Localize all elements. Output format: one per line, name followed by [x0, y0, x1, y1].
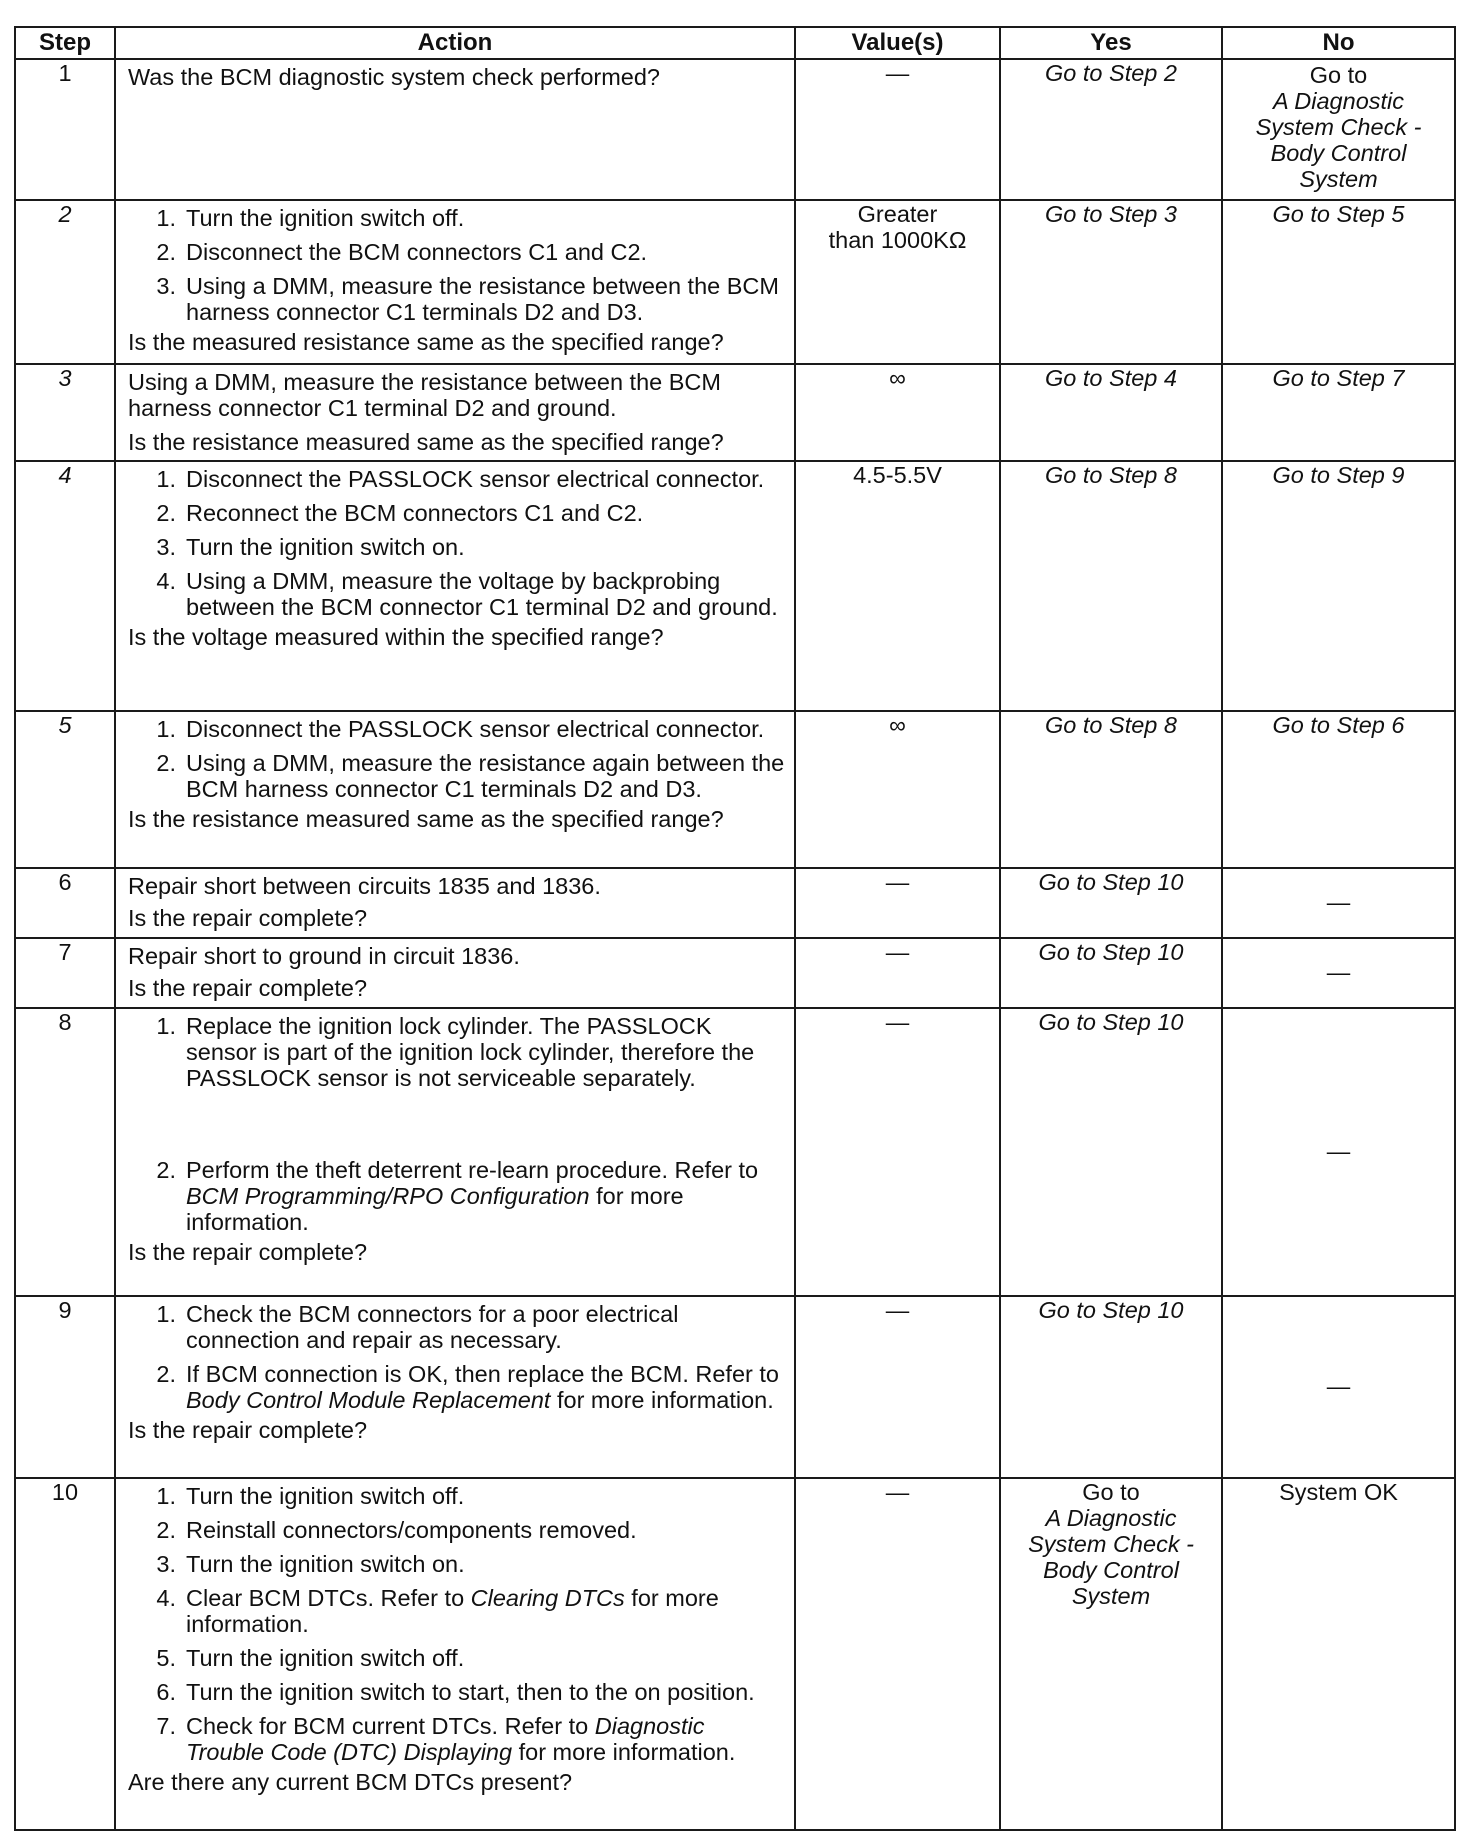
- value-cell: —: [795, 1008, 1000, 1296]
- table-row: [15, 1296, 1455, 1478]
- yes-cell: Go to Step 4: [1000, 364, 1222, 461]
- no-line: Body Control: [1270, 140, 1407, 166]
- step-number: 5: [15, 711, 115, 868]
- action-question: Is the repair complete?: [128, 1417, 368, 1443]
- value-cell: —: [795, 1296, 1000, 1478]
- value-cell: [795, 200, 1000, 364]
- action-question: Is the resistance measured same as the specified range?: [128, 429, 724, 455]
- table-row: [15, 461, 1455, 711]
- no-cell: Go to Step 6: [1222, 711, 1455, 868]
- value-line: Greater: [857, 201, 938, 227]
- action-step: 2. Reinstall connectors/components removed.: [156, 1517, 637, 1543]
- action-cell: [115, 200, 795, 364]
- yes-cell: Go to Step 10: [1000, 1008, 1222, 1296]
- step-number: 1: [15, 59, 115, 200]
- table-row: [15, 364, 1455, 461]
- yes-cell: Go to Step 8: [1000, 711, 1222, 868]
- action-step: 2. Perform the theft deterrent re-learn procedure. Refer to BCM Programming/RPO Configuration for more information.: [156, 1157, 759, 1235]
- no-cell: Go to Step 7: [1222, 364, 1455, 461]
- action-step: 1. Check the BCM connectors for a poor electrical connection and repair as necessary.: [156, 1301, 679, 1353]
- action-step: 1. Disconnect the PASSLOCK sensor electrical connector.: [156, 466, 765, 492]
- yes-line: Go to: [1082, 1479, 1140, 1505]
- value-cell: —: [795, 59, 1000, 200]
- yes-cell: Go to Step 10: [1000, 938, 1222, 1008]
- header-action: Action: [115, 27, 795, 59]
- value-cell: —: [795, 1478, 1000, 1830]
- step-number: 10: [15, 1478, 115, 1830]
- no-line: A Diagnostic: [1272, 88, 1405, 114]
- yes-line: System Check -: [1028, 1531, 1194, 1557]
- action-question: Are there any current BCM DTCs present?: [128, 1769, 573, 1795]
- yes-cell: [1000, 1478, 1222, 1830]
- action-step: 7. Check for BCM current DTCs. Refer to Diagnostic Trouble Code (DTC) Displaying for more information.: [156, 1713, 736, 1765]
- table-row: [15, 59, 1455, 200]
- value-cell: ∞: [795, 364, 1000, 461]
- action-step: 2. Using a DMM, measure the resistance again between the BCM harness connector C1 terminals D2 and D3.: [156, 750, 785, 802]
- action-cell: [115, 711, 795, 868]
- action-cell: [115, 1296, 795, 1478]
- no-cell: —: [1222, 938, 1455, 1008]
- no-cell: —: [1222, 868, 1455, 938]
- action-cell: [115, 1478, 795, 1830]
- table-row: [15, 1478, 1455, 1830]
- header-step: Step: [15, 27, 115, 59]
- reference-link: Diagnostic Trouble Code (DTC) Displaying: [186, 1713, 705, 1765]
- action-cell: [115, 461, 795, 711]
- action-question: Is the repair complete?: [128, 1239, 368, 1265]
- action-question: Is the measured resistance same as the specified range?: [128, 329, 724, 355]
- header-row: [15, 27, 1455, 59]
- action-step: 3. Turn the ignition switch on.: [156, 534, 465, 560]
- action-text: Repair short to ground in circuit 1836.: [128, 943, 520, 969]
- yes-cell: Go to Step 10: [1000, 868, 1222, 938]
- yes-cell: Go to Step 3: [1000, 200, 1222, 364]
- action-text: Repair short between circuits 1835 and 1836.: [128, 873, 601, 899]
- action-question: Is the resistance measured same as the specified range?: [128, 806, 724, 832]
- action-step: 2. Disconnect the BCM connectors C1 and C2.: [156, 239, 648, 265]
- yes-cell: Go to Step 8: [1000, 461, 1222, 711]
- action-cell: [115, 59, 795, 200]
- step-number: 4: [15, 461, 115, 711]
- reference-link: Body Control Module Replacement: [186, 1387, 551, 1413]
- value-cell: ∞: [795, 711, 1000, 868]
- no-cell: [1222, 59, 1455, 200]
- step-number: 7: [15, 938, 115, 1008]
- table-row: [15, 1008, 1455, 1296]
- header-no: No: [1222, 27, 1455, 59]
- action-steps: [128, 1013, 786, 1235]
- no-line: System: [1299, 166, 1378, 192]
- no-cell: —: [1222, 1296, 1455, 1478]
- action-steps: [128, 1301, 786, 1413]
- step-number: 6: [15, 868, 115, 938]
- table-row: [15, 711, 1455, 868]
- action-cell: [115, 364, 795, 461]
- table-row: [15, 200, 1455, 364]
- step-number: 2: [15, 200, 115, 364]
- value-cell: 4.5-5.5V: [795, 461, 1000, 711]
- diagnostic-table: [14, 26, 1456, 1831]
- action-step: 1. Disconnect the PASSLOCK sensor electrical connector.: [156, 716, 765, 742]
- value-cell: —: [795, 868, 1000, 938]
- action-steps: [128, 1483, 786, 1765]
- header-values: Value(s): [795, 27, 1000, 59]
- action-question: Is the voltage measured within the specified range?: [128, 624, 664, 650]
- yes-line: System: [1071, 1583, 1151, 1609]
- action-step: 4. Clear BCM DTCs. Refer to Clearing DTCs for more information.: [156, 1585, 719, 1637]
- yes-cell: Go to Step 2: [1000, 59, 1222, 200]
- action-step: 4. Using a DMM, measure the voltage by backprobing between the BCM connector C1 terminal D2 and ground.: [156, 568, 778, 620]
- diagnostic-table-page: [14, 26, 1454, 1831]
- value-cell: —: [795, 938, 1000, 1008]
- action-step: 2. Reconnect the BCM connectors C1 and C2.: [156, 500, 644, 526]
- no-cell: —: [1222, 1008, 1455, 1296]
- header-yes: Yes: [1000, 27, 1222, 59]
- action-step: 2. If BCM connection is OK, then replace the BCM. Refer to Body Control Module Replacement for more information.: [156, 1361, 779, 1413]
- action-step: 1. Turn the ignition switch off.: [156, 205, 465, 231]
- action-text: Was the BCM diagnostic system check performed?: [128, 64, 660, 90]
- action-question: Is the repair complete?: [128, 905, 368, 931]
- action-step: 6. Turn the ignition switch to start, then to the on position.: [156, 1679, 755, 1705]
- no-cell: Go to Step 9: [1222, 461, 1455, 711]
- step-number: 8: [15, 1008, 115, 1296]
- action-question: Is the repair complete?: [128, 975, 368, 1001]
- no-cell: System OK: [1222, 1478, 1455, 1830]
- action-cell: [115, 868, 795, 938]
- action-steps: [128, 205, 786, 325]
- step-number: 3: [15, 364, 115, 461]
- action-cell: [115, 1008, 795, 1296]
- action-step: 1. Replace the ignition lock cylinder. The PASSLOCK sensor is part of the ignition lock cylinder, therefore the PASSLOCK sensor is not serviceable separately.: [156, 1013, 755, 1091]
- no-cell: Go to Step 5: [1222, 200, 1455, 364]
- action-steps: [128, 466, 786, 620]
- action-text: Using a DMM, measure the resistance between the BCM harness connector C1 terminal D2 and ground.: [128, 369, 721, 421]
- reference-link: Clearing DTCs: [470, 1585, 625, 1611]
- table-row: [15, 938, 1455, 1008]
- yes-line: A Diagnostic: [1045, 1505, 1177, 1531]
- action-step: 5. Turn the ignition switch off.: [156, 1645, 465, 1671]
- reference-link: BCM Programming/RPO Configuration: [186, 1183, 590, 1209]
- step-number: 9: [15, 1296, 115, 1478]
- no-line: Go to: [1309, 62, 1368, 88]
- yes-cell: Go to Step 10: [1000, 1296, 1222, 1478]
- no-line: System Check -: [1255, 114, 1422, 140]
- action-steps: [128, 716, 786, 802]
- yes-line: Body Control: [1043, 1557, 1179, 1583]
- action-step: 1. Turn the ignition switch off.: [156, 1483, 465, 1509]
- action-step: 3. Turn the ignition switch on.: [156, 1551, 465, 1577]
- action-cell: [115, 938, 795, 1008]
- table-row: [15, 868, 1455, 938]
- action-step: 3. Using a DMM, measure the resistance between the BCM harness connector C1 terminals D2 and D3.: [156, 273, 779, 325]
- value-line: than 1000KΩ: [828, 227, 967, 253]
